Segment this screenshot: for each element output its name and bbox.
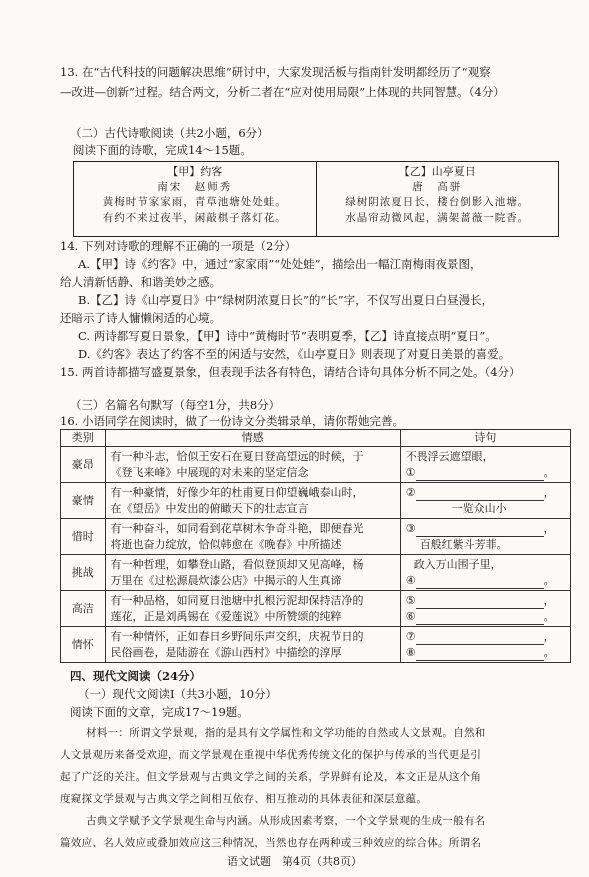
row-emotion: 有一种情怀，正如春日乡野间乐声交织，庆祝节日的 民俗画卷，是陆游在《游山西村》中描绘的淳厚 <box>105 627 400 663</box>
section-4-intro: 阅读下面的文章，完成17～19题。 <box>70 705 249 719</box>
poem-verse: 水晶帘动微风起，满架蔷薇一院香。 <box>345 211 530 224</box>
row-category: 惜时 <box>61 519 106 555</box>
q14-option-c: C. 两诗都写夏日景象，【甲】诗中“黄梅时节”表明夏季，【乙】诗直接点明“夏日”。 <box>78 329 497 343</box>
poem-title: 【乙】山亭夏日 <box>398 165 476 178</box>
row-emotion: 有一种品格，如同夏日池塘中扎根污泥却保持洁净的 莲花，正是刘禹锡在《爱莲说》中所赞颂的纯粹 <box>105 591 400 627</box>
answer-blank[interactable] <box>416 632 544 645</box>
poem-verse: 绿树阴浓夏日长，楼台倒影入池塘。 <box>345 196 530 208</box>
row-verse: ③ ， 百般红紫斗芳菲。 <box>400 519 570 555</box>
q14-option-d: D.《约客》表达了约客不至的闲适与安然，《山亭夏日》则表现了对夏日美景的喜爱。 <box>78 347 511 361</box>
row-category: 豪情 <box>61 483 106 519</box>
row-verse: ② ， 一览众山小 <box>400 483 570 519</box>
answer-blank[interactable] <box>416 488 544 501</box>
poem-author: 唐 高骈 <box>412 180 463 193</box>
row-verse: 不畏浮云遮望眼， ① 。 <box>400 447 570 483</box>
section-2-title: （二）古代诗歌阅读（共2小题，6分） <box>70 126 269 140</box>
section-2-intro: 阅读下面的诗歌，完成14～15题。 <box>73 143 252 157</box>
poem-jia <box>74 162 316 236</box>
poems-box <box>73 161 559 237</box>
row-emotion: 有一种斗志，恰似王安石在夏日登高望远的时候，于 《登飞来峰》中展现的对未来的坚定信念 <box>105 447 400 483</box>
row-verse: 政入万山围子里， ④ 。 <box>400 555 570 591</box>
quote-table <box>60 429 571 663</box>
answer-blank[interactable] <box>416 468 544 481</box>
answer-blank[interactable] <box>416 524 544 537</box>
section-4-subtitle: （一）现代文阅读Ⅰ（共3小题，10分） <box>78 687 277 701</box>
poem-yi <box>316 162 559 236</box>
q13-line-1: 13. 在“古代科技的问题解决思维”研讨中，大家发现活板与指南针发明都经历了“观察 <box>60 65 491 79</box>
answer-blank[interactable] <box>416 612 544 625</box>
page-footer: 语文试题 第4页（共8页） <box>227 855 362 868</box>
row-category: 豪昂 <box>61 447 106 483</box>
poem-author: 南宋 赵师秀 <box>157 180 233 193</box>
answer-blank[interactable] <box>416 576 544 589</box>
material-line: 起了广泛的关注。但文学景观与古典文学之间的关系，学界鲜有论及，本文正是从这个角 <box>60 771 482 783</box>
row-emotion: 有一种豪情，好像少年的杜甫夏日仰望巍峨泰山时， 在《望岳》中发出的俯瞰天下的壮志宣言 <box>105 483 400 519</box>
section-4-title: 四、现代文阅读（24分） <box>70 669 202 683</box>
row-verse: ⑦ ， ⑧ 。 <box>400 627 570 663</box>
table-row <box>61 555 571 591</box>
table-row <box>61 483 571 519</box>
material-line: 人文景观历来备受欢迎，而文学景观在重视中华优秀传统文化的保护与传承的当代更是引 <box>60 749 482 761</box>
row-emotion: 有一种哲理，如攀登山路，看似登顶却又见高峰，杨 万里在《过松源晨炊漆公店》中揭示的人生真谛 <box>105 555 400 591</box>
material-line: 度窥探文学景观与古典文学之间相互依存、相互推动的具体表征和深层意蕴。 <box>60 793 428 805</box>
row-emotion: 有一种奋斗，如同看到花草树木争奇斗艳，即便春光 将逝也奋力绽放，恰似韩愈在《晚春》中所描述 <box>105 519 400 555</box>
q13-line-2: —改进—创新”过程。结合两文，分析二者在“应对使用局限”上体现的共同智慧。（4分） <box>60 85 505 99</box>
column-header: 诗句 <box>400 430 570 447</box>
q14-option-a-line-1: A.【甲】诗《约客》中，通过“家家雨”“处处蛙”，描绘出一幅江南梅雨夜景图， <box>78 257 482 271</box>
row-category: 情怀 <box>61 627 106 663</box>
poem-title: 【甲】约客 <box>167 165 223 178</box>
table-header-row <box>61 430 571 447</box>
table-row <box>61 519 571 555</box>
q15-stem: 15. 两首诗都描写盛夏景象，但表现手法各有特色，请结合诗句具体分析不同之处。（4分） <box>60 365 521 379</box>
answer-blank[interactable] <box>416 648 544 661</box>
column-header: 情感 <box>105 430 400 447</box>
table-row <box>61 591 571 627</box>
material-line: 篇效应、名人效应或叠加效应这三种情况，当然也存在两种或三种效应的综合体。所谓名 <box>60 837 482 849</box>
poem-verse: 有约不来过夜半，闲敲棋子落灯花。 <box>102 211 287 224</box>
row-category: 挑战 <box>61 555 106 591</box>
poem-verse: 黄梅时节家家雨，青草池塘处处蛙。 <box>102 196 287 208</box>
section-3-title: （三）名篇名句默写（每空1分，共8分） <box>70 398 281 412</box>
material-line: 古典文学赋予文学景观生命与内涵。从形成因素考察，一个文学景观的生成一般有名 <box>86 815 486 827</box>
table-row <box>61 447 571 483</box>
q14-option-b-line-1: B.【乙】诗《山亭夏日》中“绿树阴浓夏日长”的“长”字，不仅写出夏日白昼漫长， <box>78 293 494 307</box>
table-row <box>61 627 571 663</box>
answer-blank[interactable] <box>416 596 544 609</box>
q14-stem: 14. 下列对诗歌的理解不正确的一项是（2分） <box>60 239 297 253</box>
q16-stem: 16. 小语同学在阅读时，做了一份诗文分类辑录单，请你帮她完善。 <box>60 414 404 428</box>
column-header: 类别 <box>61 430 106 447</box>
material-line: 材料一：所谓文学景观，指的是具有文学属性和文学功能的自然或人文景观。自然和 <box>86 727 486 739</box>
row-category: 高洁 <box>61 591 106 627</box>
row-verse: ⑤ ， ⑥ 。 <box>400 591 570 627</box>
q14-option-a-line-2: 给人清新恬静、和谐美妙之感。 <box>60 275 221 289</box>
q14-option-b-line-2: 还暗示了诗人慵懒闲适的心境。 <box>60 311 221 325</box>
